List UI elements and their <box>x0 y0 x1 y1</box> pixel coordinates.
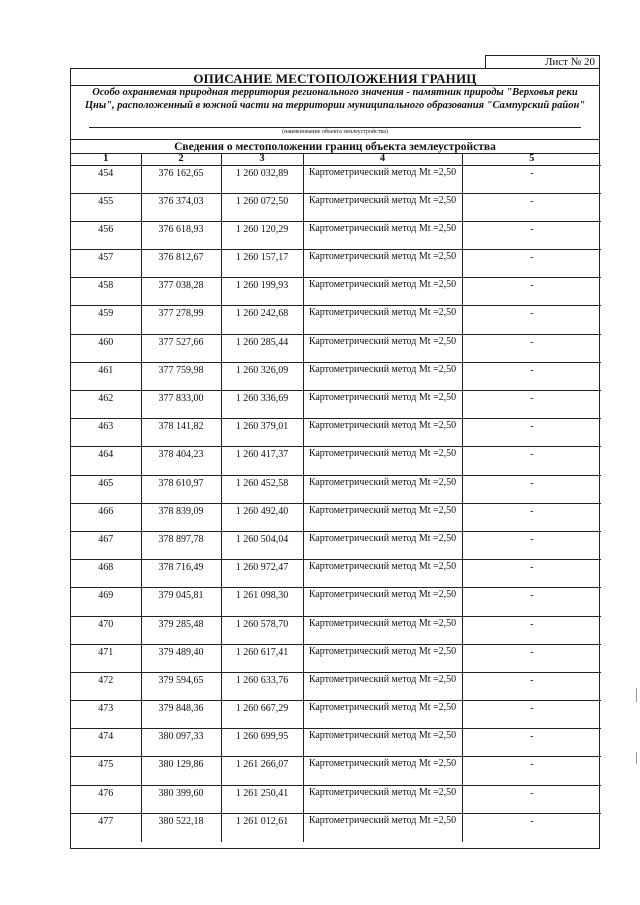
x-coordinate-cell: 379 489,40 <box>141 644 221 672</box>
point-number-cell: 461 <box>71 362 141 390</box>
method-cell: Картометрический метод Mt =2,50 <box>303 419 462 447</box>
document-header <box>71 69 599 140</box>
method-cell: Картометрический метод Mt =2,50 <box>303 813 462 841</box>
table-row <box>71 503 601 531</box>
object-name: Особо охраняемая природная территория регионального значения - памятник природы "Верховья реки Цны", расположенный в южной части на территории муниципального образования "Сампурский район" <box>84 87 586 111</box>
method-cell: Картометрический метод Mt =2,50 <box>303 391 462 419</box>
y-coordinate-cell: 1 260 379,01 <box>221 419 303 447</box>
table-row <box>71 672 601 700</box>
note-cell: - <box>462 362 601 390</box>
note-cell: - <box>462 447 601 475</box>
note-cell: - <box>462 278 601 306</box>
table-row <box>71 560 601 588</box>
note-cell: - <box>462 475 601 503</box>
method-cell: Картометрический метод Mt =2,50 <box>303 701 462 729</box>
table-row <box>71 701 601 729</box>
table-row <box>71 644 601 672</box>
table-row <box>71 616 601 644</box>
note-cell: - <box>462 588 601 616</box>
note-cell: - <box>462 672 601 700</box>
y-coordinate-cell: 1 260 157,17 <box>221 250 303 278</box>
x-coordinate-cell: 378 404,23 <box>141 447 221 475</box>
y-coordinate-cell: 1 260 667,29 <box>221 701 303 729</box>
method-cell: Картометрический метод Mt =2,50 <box>303 193 462 221</box>
note-cell: - <box>462 165 601 193</box>
point-number-cell: 476 <box>71 785 141 813</box>
point-number-cell: 471 <box>71 644 141 672</box>
note-cell: - <box>462 531 601 559</box>
column-header: 2 <box>141 154 221 165</box>
x-coordinate-cell: 380 129,86 <box>141 757 221 785</box>
y-coordinate-cell: 1 260 633,76 <box>221 672 303 700</box>
table-row <box>71 362 601 390</box>
table-row <box>71 193 601 221</box>
table-row <box>71 306 601 334</box>
method-cell: Картометрический метод Mt =2,50 <box>303 588 462 616</box>
margin-mark <box>636 752 637 764</box>
table-row <box>71 221 601 249</box>
point-number-cell: 470 <box>71 616 141 644</box>
table-row <box>71 757 601 785</box>
table-row <box>71 250 601 278</box>
x-coordinate-cell: 377 759,98 <box>141 362 221 390</box>
note-cell: - <box>462 616 601 644</box>
note-cell: - <box>462 729 601 757</box>
point-number-cell: 466 <box>71 503 141 531</box>
point-number-cell: 457 <box>71 250 141 278</box>
method-cell: Картометрический метод Mt =2,50 <box>303 560 462 588</box>
y-coordinate-cell: 1 261 098,30 <box>221 588 303 616</box>
y-coordinate-cell: 1 260 578,70 <box>221 616 303 644</box>
method-cell: Картометрический метод Mt =2,50 <box>303 729 462 757</box>
method-cell: Картометрический метод Mt =2,50 <box>303 785 462 813</box>
point-number-cell: 454 <box>71 165 141 193</box>
y-coordinate-cell: 1 260 242,68 <box>221 306 303 334</box>
y-coordinate-cell: 1 261 012,61 <box>221 813 303 841</box>
table-row <box>71 334 601 362</box>
column-header: 3 <box>221 154 303 165</box>
column-header: 1 <box>71 154 141 165</box>
coordinates-table <box>71 154 601 842</box>
method-cell: Картометрический метод Mt =2,50 <box>303 250 462 278</box>
y-coordinate-cell: 1 261 266,07 <box>221 757 303 785</box>
y-coordinate-cell: 1 260 417,37 <box>221 447 303 475</box>
table-row <box>71 531 601 559</box>
table-body <box>71 165 601 842</box>
point-number-cell: 468 <box>71 560 141 588</box>
x-coordinate-cell: 380 522,18 <box>141 813 221 841</box>
note-cell: - <box>462 419 601 447</box>
method-cell: Картометрический метод Mt =2,50 <box>303 531 462 559</box>
method-cell: Картометрический метод Mt =2,50 <box>303 306 462 334</box>
note-cell: - <box>462 644 601 672</box>
point-number-cell: 455 <box>71 193 141 221</box>
table-row <box>71 475 601 503</box>
point-number-cell: 477 <box>71 813 141 841</box>
point-number-cell: 456 <box>71 221 141 249</box>
object-name-caption: (наименование объекта землеустройства) <box>282 129 388 135</box>
x-coordinate-cell: 376 374,03 <box>141 193 221 221</box>
y-coordinate-cell: 1 260 336,69 <box>221 391 303 419</box>
point-number-cell: 459 <box>71 306 141 334</box>
sheet-number: Лист № 20 <box>485 55 600 69</box>
x-coordinate-cell: 378 141,82 <box>141 419 221 447</box>
x-coordinate-cell: 378 610,97 <box>141 475 221 503</box>
note-cell: - <box>462 391 601 419</box>
table-row <box>71 391 601 419</box>
table-row <box>71 165 601 193</box>
y-coordinate-cell: 1 260 032,89 <box>221 165 303 193</box>
x-coordinate-cell: 376 162,65 <box>141 165 221 193</box>
y-coordinate-cell: 1 260 285,44 <box>221 334 303 362</box>
x-coordinate-cell: 378 716,49 <box>141 560 221 588</box>
note-cell: - <box>462 560 601 588</box>
y-coordinate-cell: 1 260 617,41 <box>221 644 303 672</box>
note-cell: - <box>462 701 601 729</box>
method-cell: Картометрический метод Mt =2,50 <box>303 334 462 362</box>
y-coordinate-cell: 1 260 452,58 <box>221 475 303 503</box>
note-cell: - <box>462 221 601 249</box>
point-number-cell: 465 <box>71 475 141 503</box>
table-row <box>71 813 601 841</box>
y-coordinate-cell: 1 260 199,93 <box>221 278 303 306</box>
note-cell: - <box>462 193 601 221</box>
y-coordinate-cell: 1 260 072,50 <box>221 193 303 221</box>
table-row <box>71 729 601 757</box>
y-coordinate-cell: 1 260 120,29 <box>221 221 303 249</box>
x-coordinate-cell: 377 278,99 <box>141 306 221 334</box>
method-cell: Картометрический метод Mt =2,50 <box>303 503 462 531</box>
y-coordinate-cell: 1 260 326,09 <box>221 362 303 390</box>
note-cell: - <box>530 815 534 827</box>
y-coordinate-cell: 1 260 699,95 <box>221 729 303 757</box>
note-cell: - <box>462 785 601 813</box>
x-coordinate-cell: 379 848,36 <box>141 701 221 729</box>
x-coordinate-cell: 377 527,66 <box>141 334 221 362</box>
x-coordinate-cell: 378 839,09 <box>141 503 221 531</box>
table-row <box>71 588 601 616</box>
method-cell: Картометрический метод Mt =2,50 <box>303 165 462 193</box>
point-number-cell: 473 <box>71 701 141 729</box>
point-number-cell: 460 <box>71 334 141 362</box>
y-coordinate-cell: 1 260 492,40 <box>221 503 303 531</box>
method-cell: Картометрический метод Mt =2,50 <box>303 644 462 672</box>
table-row <box>71 278 601 306</box>
x-coordinate-cell: 377 833,00 <box>141 391 221 419</box>
column-header: 5 <box>462 154 601 165</box>
section-title: Сведения о местоположении границ объекта землеустройства <box>71 140 599 154</box>
table-header-row <box>71 154 601 165</box>
y-coordinate-cell: 1 260 504,04 <box>221 531 303 559</box>
method-cell: Картометрический метод Mt =2,50 <box>303 278 462 306</box>
margin-mark <box>636 688 637 702</box>
table-row <box>71 419 601 447</box>
method-cell: Картометрический метод Mt =2,50 <box>303 221 462 249</box>
table-row <box>71 785 601 813</box>
point-number-cell: 462 <box>71 391 141 419</box>
method-cell: Картометрический метод Mt =2,50 <box>303 616 462 644</box>
point-number-cell: 458 <box>71 278 141 306</box>
x-coordinate-cell: 376 618,93 <box>141 221 221 249</box>
point-number-cell: 474 <box>71 729 141 757</box>
y-coordinate-cell: 1 261 250,41 <box>221 785 303 813</box>
point-number-cell: 467 <box>71 531 141 559</box>
point-number-cell: 464 <box>71 447 141 475</box>
document-form <box>70 68 600 849</box>
document-title: ОПИСАНИЕ МЕСТОПОЛОЖЕНИЯ ГРАНИЦ <box>71 69 599 86</box>
y-coordinate-cell: 1 260 972,47 <box>221 560 303 588</box>
table-row <box>71 447 601 475</box>
x-coordinate-cell: 379 285,48 <box>141 616 221 644</box>
x-coordinate-cell: 380 097,33 <box>141 729 221 757</box>
note-cell: - <box>462 250 601 278</box>
x-coordinate-cell: 378 897,78 <box>141 531 221 559</box>
method-cell: Картометрический метод Mt =2,50 <box>303 757 462 785</box>
x-coordinate-cell: 379 594,65 <box>141 672 221 700</box>
note-cell: - <box>462 306 601 334</box>
point-number-cell: 475 <box>71 757 141 785</box>
method-cell: Картометрический метод Mt =2,50 <box>303 672 462 700</box>
x-coordinate-cell: 379 045,81 <box>141 588 221 616</box>
column-header: 4 <box>303 154 462 165</box>
method-cell: Картометрический метод Mt =2,50 <box>303 447 462 475</box>
note-cell: - <box>462 757 601 785</box>
point-number-cell: 469 <box>71 588 141 616</box>
x-coordinate-cell: 377 038,28 <box>141 278 221 306</box>
note-cell: - <box>462 503 601 531</box>
x-coordinate-cell: 380 399,60 <box>141 785 221 813</box>
method-cell: Картометрический метод Mt =2,50 <box>303 475 462 503</box>
x-coordinate-cell: 376 812,67 <box>141 250 221 278</box>
method-cell: Картометрический метод Mt =2,50 <box>303 362 462 390</box>
point-number-cell: 463 <box>71 419 141 447</box>
point-number-cell: 472 <box>71 672 141 700</box>
note-cell: - <box>462 334 601 362</box>
